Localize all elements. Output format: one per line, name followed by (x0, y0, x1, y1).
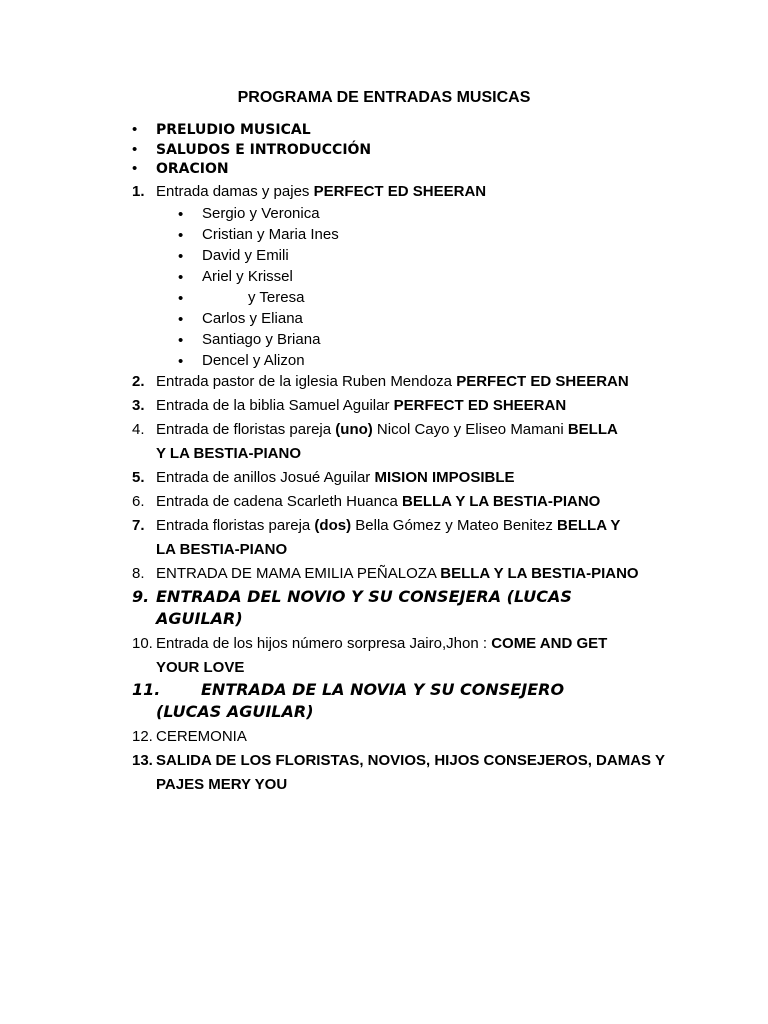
bullet-icon: • (178, 311, 184, 328)
couple-item: Dencel y Alizon (202, 352, 305, 369)
item-number: 12. (132, 728, 153, 745)
item-number: 8. (132, 565, 145, 582)
bullet-icon: • (178, 290, 184, 307)
intro-item: SALUDOS E INTRODUCCIÓN (156, 142, 372, 158)
couple-item: Cristian y Maria Ines (202, 226, 339, 243)
item-number: 10. (132, 635, 153, 652)
list-item (156, 514, 620, 538)
item-number: 2. (132, 373, 145, 390)
list-item (156, 394, 566, 418)
bullet-icon: • (132, 121, 138, 138)
item-text: Bella Gómez y Mateo Benitez (351, 517, 558, 534)
song-title: BELLA Y (557, 517, 621, 534)
item-number: 7. (132, 517, 145, 534)
couple-item: Carlos y Eliana (202, 310, 303, 327)
song-title: PERFECT ED SHEERAN (313, 183, 487, 200)
couple-item: Ariel y Krissel (202, 268, 293, 285)
bullet-icon: • (178, 353, 184, 370)
item-text: Entrada de anillos Josué Aguilar (156, 469, 375, 486)
list-item: ENTRADA DEL NOVIO Y SU CONSEJERA (LUCAS (156, 587, 572, 606)
song-title: MISION IMPOSIBLE (374, 469, 515, 486)
item-bold: (uno) (335, 421, 373, 438)
item-bold: (dos) (314, 517, 352, 534)
couple-item: Santiago y Briana (202, 331, 321, 348)
song-title: COME AND GET (491, 635, 608, 652)
song-title: YOUR LOVE (156, 659, 245, 676)
song-title: Y LA BESTIA-PIANO (156, 445, 302, 462)
list-item (156, 180, 486, 204)
item-number: 13. (132, 752, 153, 769)
couple-item: Sergio y Veronica (202, 205, 320, 222)
bullet-icon: • (178, 227, 184, 244)
bullet-icon: • (178, 248, 184, 265)
intro-item: PRELUDIO MUSICAL (156, 122, 311, 138)
bullet-icon: • (178, 269, 184, 286)
list-item-cont: PAJES MERY YOU (156, 776, 288, 793)
item-text: ENTRADA DE MAMA EMILIA PEÑALOZA (156, 565, 441, 582)
list-item (156, 418, 618, 442)
couple-item: y Teresa (248, 289, 305, 306)
bullet-icon: • (178, 332, 184, 349)
song-title: PERFECT ED SHEERAN (393, 397, 567, 414)
item-number: 1. (132, 183, 145, 200)
item-text: Entrada pastor de la iglesia Ruben Mendoza (156, 373, 457, 390)
list-item (156, 466, 515, 490)
list-item: ENTRADA DE LA NOVIA Y SU CONSEJERO (201, 680, 565, 699)
item-number: 5. (132, 469, 145, 486)
list-item: SALIDA DE LOS FLORISTAS, NOVIOS, HIJOS CONSEJEROS, DAMAS Y (156, 752, 665, 769)
bullet-icon: • (132, 141, 138, 158)
item-text: Entrada floristas pareja (156, 517, 315, 534)
list-item (156, 632, 607, 656)
song-title: BELLA Y LA BESTIA-PIANO (402, 493, 601, 510)
item-number: 4. (132, 421, 145, 438)
couple-item: David y Emili (202, 247, 289, 264)
list-item-cont: AGUILAR) (156, 609, 243, 628)
item-text: Entrada de la biblia Samuel Aguilar (156, 397, 394, 414)
song-title: PERFECT ED SHEERAN (456, 373, 629, 390)
page-title: PROGRAMA DE ENTRADAS MUSICAS (237, 89, 531, 106)
bullet-icon: • (178, 206, 184, 223)
item-number: 3. (132, 397, 145, 414)
item-text: Entrada de cadena Scarleth Huanca (156, 493, 402, 510)
list-item (156, 562, 639, 586)
item-number: 11. (132, 680, 161, 699)
intro-item: ORACION (156, 161, 229, 177)
item-number: 9. (132, 587, 150, 606)
item-text: Entrada de floristas pareja (156, 421, 336, 438)
item-number: 6. (132, 493, 145, 510)
list-item (156, 370, 629, 394)
list-item (156, 490, 600, 514)
song-title: BELLA Y LA BESTIA-PIANO (440, 565, 639, 582)
list-item-cont: (LUCAS AGUILAR) (156, 702, 314, 721)
item-text: Nicol Cayo y Eliseo Mamani (372, 421, 568, 438)
list-item: CEREMONIA (156, 728, 247, 745)
item-text: Entrada de los hijos número sorpresa Jairo,Jhon : (156, 635, 492, 652)
item-text: Entrada damas y pajes (156, 183, 314, 200)
bullet-icon: • (132, 160, 138, 177)
song-title: BELLA (567, 421, 618, 438)
song-title: LA BESTIA-PIANO (156, 541, 288, 558)
